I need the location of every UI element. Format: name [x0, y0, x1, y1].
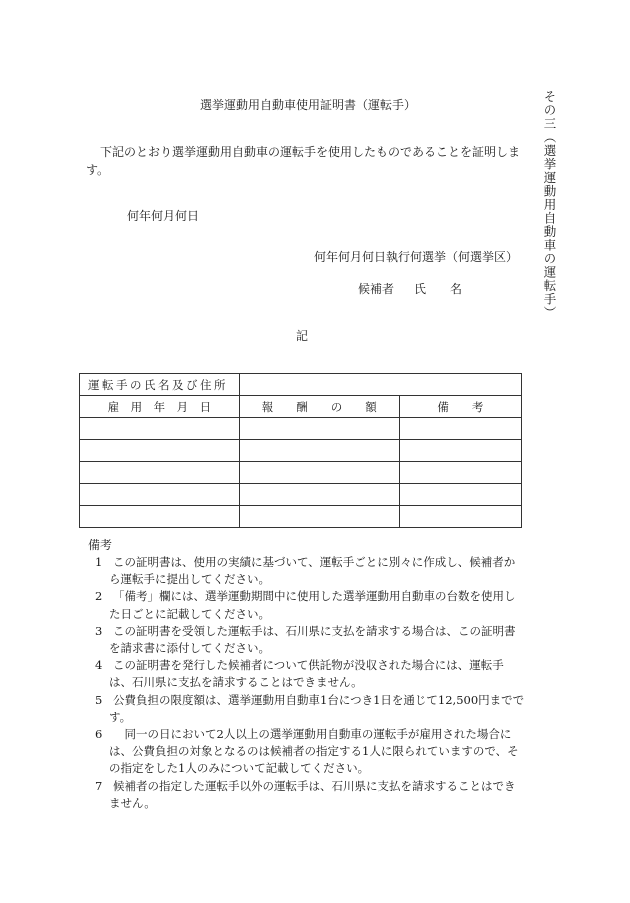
note-number: 3 — [95, 623, 103, 638]
column-header-employment-date: 雇 用 年 月 日 — [80, 396, 240, 418]
date-line: 何年何月何日 — [127, 209, 200, 223]
election-line: 何年何月何日執行何選挙（何選挙区） — [314, 250, 519, 264]
note-number: 7 — [95, 778, 103, 793]
note-number: 5 — [95, 692, 103, 707]
certification-statement: 下記のとおり選挙運動用自動車の運転手を使用したものであることを証明します。 — [86, 145, 521, 177]
note-number: 4 — [95, 658, 103, 673]
table-cell[interactable] — [80, 462, 240, 484]
note-text: この証明書を受領した運転手は、石川県に支払を請求する場合は、この証明書を請求書に添付してください。 — [109, 623, 516, 656]
note-text: 「備考」欄には、選挙運動期間中に使用した選挙運動用自動車の台数を使用した日ごとに記載してください。 — [109, 589, 516, 621]
note-item — [95, 554, 525, 588]
note-number: 2 — [95, 589, 103, 604]
table-row — [80, 418, 522, 440]
note-text: この証明書は、使用の実績に基づいて、運転手ごとに別々に作成し、候補者から運転手に提出してください。 — [109, 555, 516, 587]
driver-table — [79, 373, 522, 528]
driver-name-cell[interactable] — [239, 374, 521, 396]
note-number: 1 — [95, 555, 103, 569]
table-row — [80, 440, 522, 462]
document-title: 選挙運動用自動車使用証明書（運転手） — [200, 98, 417, 112]
ki-heading: 記 — [296, 329, 309, 343]
driver-name-row — [80, 374, 522, 396]
note-text: 候補者の指定した運転手以外の運転手は、石川県に支払を請求することはできません。 — [109, 778, 516, 810]
column-header-row — [80, 396, 522, 418]
column-header-remarks: 備 考 — [399, 396, 521, 418]
driver-name-label: 運転手の氏名及び住所 — [80, 374, 240, 396]
table-cell[interactable] — [80, 418, 240, 440]
candidate-label: 候補者 — [358, 282, 395, 296]
note-number: 6 — [95, 727, 103, 742]
table-row — [80, 462, 522, 484]
column-header-compensation: 報 酬 の 額 — [239, 396, 399, 418]
table-cell[interactable] — [239, 462, 399, 484]
table-row — [80, 484, 522, 506]
table-cell[interactable] — [239, 484, 399, 506]
candidate-name: 氏 名 — [414, 282, 463, 296]
note-item — [95, 726, 525, 778]
notes-heading: 備考 — [88, 538, 113, 552]
table-cell[interactable] — [239, 418, 399, 440]
note-item — [95, 778, 525, 812]
note-text: 公費負担の限度額は、選挙運動用自動車1台につき1日を通じて12,500円までです。 — [109, 692, 525, 724]
table-cell[interactable] — [399, 462, 521, 484]
table-cell[interactable] — [80, 506, 240, 528]
note-item — [95, 657, 525, 691]
note-text: 同一の日において2人以上の選挙運動用自動車の運転手が雇用された場合には、公費負担の対象となるのは候補者の指定する1人に限られていますので、その指定をした1人のみについて記載してください。 — [109, 727, 519, 776]
table-cell[interactable] — [80, 484, 240, 506]
table-row — [80, 506, 522, 528]
form-number-label: その三（選挙運動用自動車の運転手） — [542, 90, 557, 320]
table-cell[interactable] — [399, 506, 521, 528]
note-text: この証明書を発行した候補者について供託物が没収された場合には、運転手は、石川県に支払を請求することはできません。 — [109, 658, 504, 690]
note-item — [95, 588, 525, 622]
note-item — [95, 692, 525, 726]
table-cell[interactable] — [399, 440, 521, 462]
note-item — [95, 623, 525, 657]
notes-list — [95, 554, 525, 812]
candidate-line — [358, 280, 462, 297]
table-cell[interactable] — [80, 440, 240, 462]
table-cell[interactable] — [399, 418, 521, 440]
table-cell[interactable] — [239, 440, 399, 462]
table-cell[interactable] — [239, 506, 399, 528]
table-cell[interactable] — [399, 484, 521, 506]
